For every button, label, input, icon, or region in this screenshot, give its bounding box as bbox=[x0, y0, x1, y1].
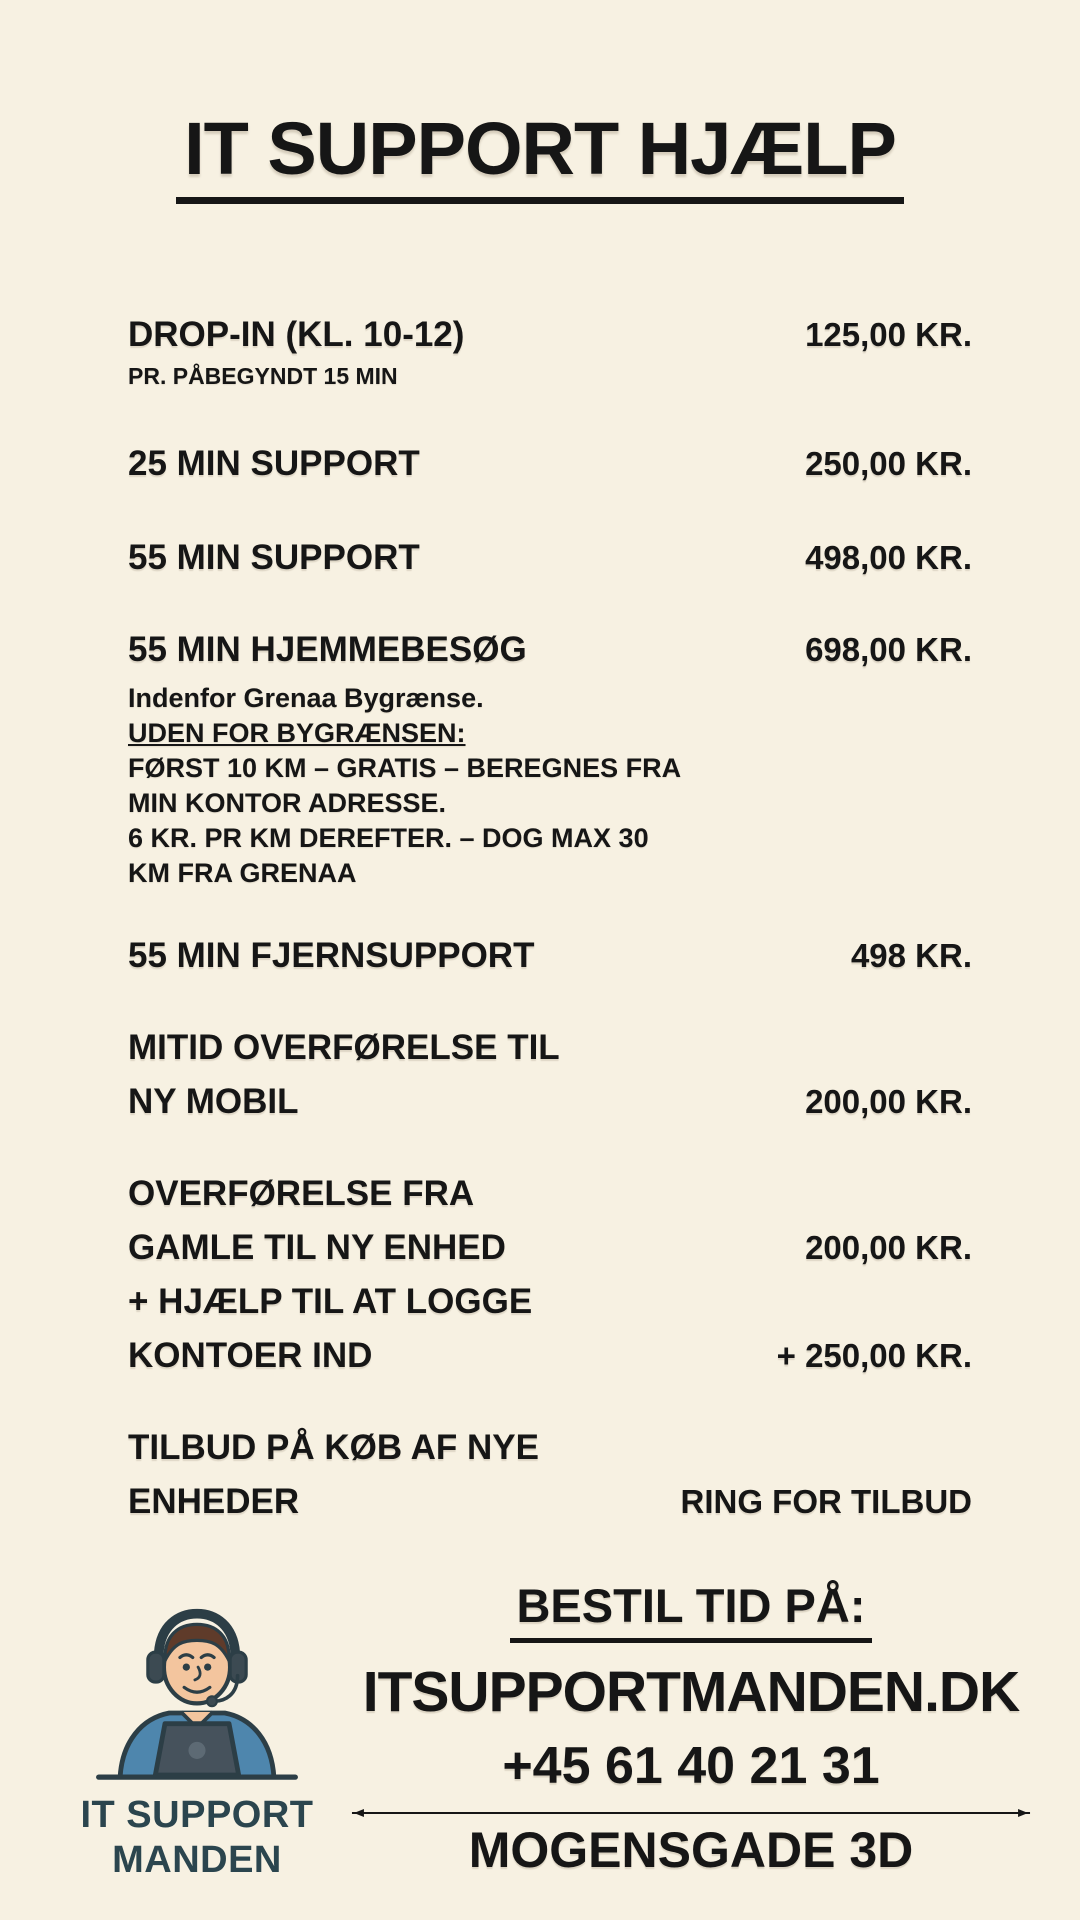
service-name: OVERFØRELSE FRA bbox=[128, 1174, 475, 1214]
service-name: 55 MIN SUPPORT bbox=[128, 537, 420, 577]
service-note: KM FRA GRENAA bbox=[128, 858, 357, 889]
service-price: 200,00 KR. bbox=[805, 1083, 972, 1121]
service-name: + HJÆLP TIL AT LOGGE bbox=[128, 1282, 533, 1322]
phone-number: +45 61 40 21 31 bbox=[502, 1736, 880, 1795]
price-list bbox=[128, 314, 972, 1523]
price-row bbox=[128, 1227, 972, 1269]
service-note: 6 KR. PR KM DEREFTER. – DOG MAX 30 bbox=[128, 822, 649, 853]
service-name: KONTOER IND bbox=[128, 1336, 373, 1376]
price-item-55-min-support bbox=[128, 537, 972, 579]
price-item-overfoersel-enhed bbox=[128, 1173, 972, 1377]
laptop-logo-icon bbox=[188, 1742, 205, 1759]
service-name: 55 MIN HJEMMEBESØG bbox=[128, 629, 527, 669]
service-price: + 250,00 KR. bbox=[776, 1337, 972, 1375]
price-row bbox=[128, 314, 972, 356]
logo-text-line1: IT SUPPORT bbox=[80, 1794, 314, 1837]
service-name: DROP-IN (KL. 10-12) bbox=[128, 314, 465, 354]
logo-text-line2: MANDEN bbox=[112, 1838, 282, 1881]
service-note: PR. PÅBEGYNDT 15 MIN bbox=[128, 362, 398, 389]
price-item-drop-in bbox=[128, 314, 972, 391]
contact-column bbox=[342, 1578, 1040, 1880]
price-row bbox=[128, 1335, 972, 1377]
price-item-25-min-support bbox=[128, 443, 972, 485]
website-text: ITSUPPORTMANDEN.DK bbox=[362, 1660, 1020, 1725]
service-name: MITID OVERFØRELSE TIL bbox=[128, 1028, 560, 1068]
service-name: NY MOBIL bbox=[128, 1082, 299, 1122]
service-price: 498 KR. bbox=[850, 937, 972, 975]
price-item-mitid bbox=[128, 1027, 972, 1123]
service-name: TILBUD PÅ KØB AF NYE bbox=[128, 1428, 539, 1468]
microphone-icon bbox=[207, 1697, 217, 1707]
service-note: Indenfor Grenaa Bygrænse. bbox=[128, 682, 484, 713]
poster-title: IT SUPPORT HJÆLP bbox=[176, 110, 904, 205]
service-note-underlined: UDEN FOR BYGRÆNSEN: bbox=[128, 717, 466, 748]
title-section bbox=[0, 0, 1080, 254]
service-price: 250,00 KR. bbox=[805, 444, 972, 482]
address-text: MOGENSGADE 3D bbox=[468, 1821, 914, 1878]
price-item-fjernsupport bbox=[128, 935, 972, 977]
logo-column bbox=[52, 1603, 342, 1880]
footer bbox=[52, 1578, 1040, 1881]
price-row bbox=[128, 629, 972, 671]
price-row bbox=[128, 1027, 972, 1069]
price-row bbox=[128, 1427, 972, 1469]
service-note: MIN KONTOR ADRESSE. bbox=[128, 787, 447, 818]
eye-right-icon bbox=[204, 1664, 211, 1671]
headset-cup-left-icon bbox=[148, 1653, 164, 1683]
service-name: GAMLE TIL NY ENHED bbox=[128, 1228, 506, 1268]
service-price: 698,00 KR. bbox=[805, 630, 972, 668]
eye-left-icon bbox=[183, 1664, 190, 1671]
price-row bbox=[128, 1173, 972, 1215]
service-name: 25 MIN SUPPORT bbox=[128, 443, 420, 483]
service-notes bbox=[128, 681, 972, 892]
service-price: 498,00 KR. bbox=[805, 538, 972, 576]
divider-line-icon bbox=[342, 1806, 1040, 1820]
price-item-hjemmebesoeg bbox=[128, 629, 972, 892]
service-price: 125,00 KR. bbox=[805, 315, 972, 353]
booking-heading: BESTIL TID PÅ: bbox=[510, 1581, 871, 1643]
price-row bbox=[128, 1481, 972, 1523]
service-price: 200,00 KR. bbox=[805, 1229, 972, 1267]
price-item-tilbud-nye-enheder bbox=[128, 1427, 972, 1523]
service-name: ENHEDER bbox=[128, 1482, 300, 1522]
service-price: RING FOR TILBUD bbox=[680, 1483, 972, 1521]
price-row bbox=[128, 1281, 972, 1323]
service-note: FØRST 10 KM – GRATIS – BEREGNES FRA bbox=[128, 752, 682, 783]
service-name: 55 MIN FJERNSUPPORT bbox=[128, 936, 535, 976]
price-row bbox=[128, 1081, 972, 1123]
it-support-manden-logo bbox=[90, 1603, 304, 1791]
